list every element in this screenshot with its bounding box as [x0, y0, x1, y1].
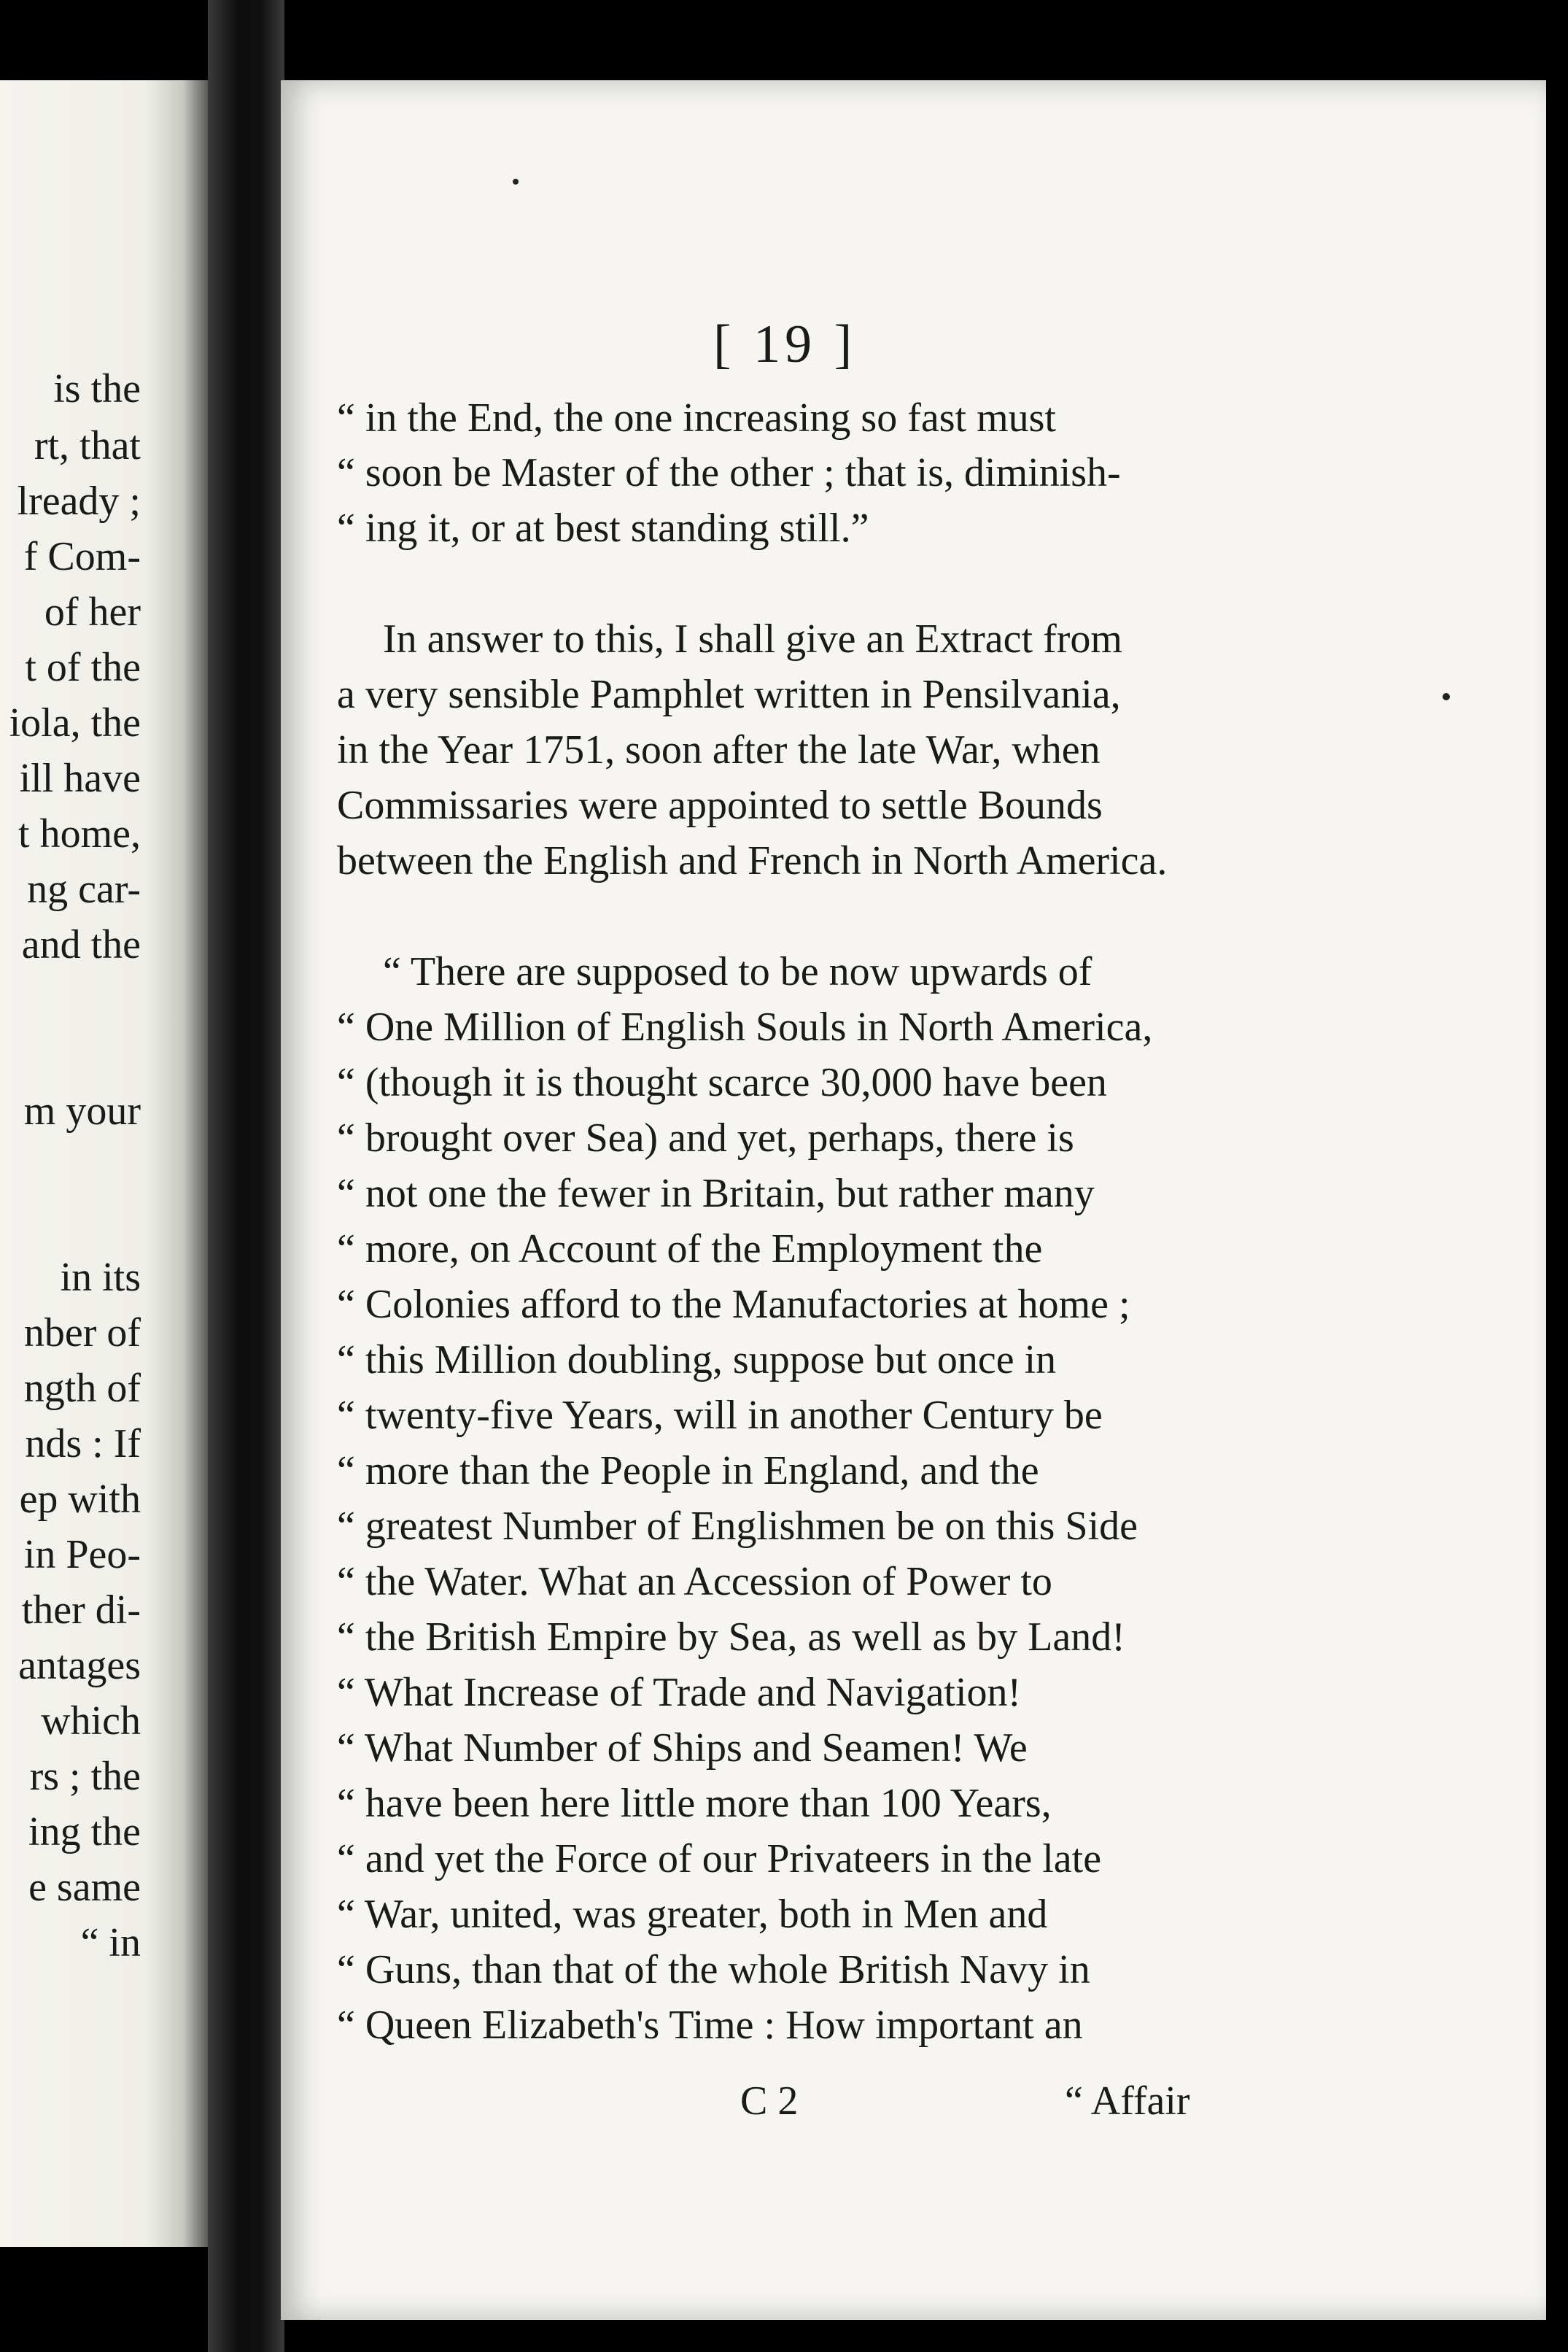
quotation-line: “ brought over Sea) and yet, perhaps, there is — [337, 1115, 1074, 1161]
quotation-line: “ more than the People in England, and the — [337, 1448, 1039, 1493]
left-fragment: m your — [23, 1088, 141, 1134]
paragraph-line: a very sensible Pamphlet written in Pensilvania, — [337, 672, 1121, 717]
text-line: “ in the End, the one increasing so fast must — [337, 395, 1056, 441]
left-fragment: nber of — [23, 1310, 141, 1355]
left-fragment: is the — [53, 366, 141, 411]
left-fragment: ep with — [19, 1477, 141, 1522]
paragraph-line: between the English and French in North America. — [337, 838, 1168, 883]
left-fragment: ther di- — [21, 1587, 141, 1633]
quotation-line: “ have been here little more than 100 Years, — [337, 1781, 1052, 1826]
paragraph-line: Commissaries were appointed to settle Bounds — [337, 783, 1103, 828]
quotation-line: “ the British Empire by Sea, as well as by Land! — [337, 1614, 1125, 1660]
quotation-line: “ (though it is thought scarce 30,000 have been — [337, 1060, 1107, 1105]
quotation-line: “ twenty-five Years, will in another Century be — [337, 1393, 1103, 1438]
quotation-line: “ What Number of Ships and Seamen! We — [337, 1725, 1028, 1771]
left-fragment: iola, the — [9, 700, 141, 746]
quotation-line: “ What Increase of Trade and Navigation! — [337, 1670, 1022, 1715]
quotation-line: “ Colonies afford to the Manufactories at home ; — [337, 1282, 1130, 1327]
quotation-line: “ and yet the Force of our Privateers in the late — [337, 1836, 1102, 1881]
left-fragment: rs ; the — [29, 1754, 141, 1799]
left-fragment: of her — [44, 589, 141, 635]
text-line: “ ing it, or at best standing still.” — [337, 506, 869, 551]
left-fragment: which — [41, 1698, 141, 1744]
left-fragment: f Com- — [23, 534, 141, 579]
print-speck — [1443, 693, 1450, 700]
left-fragment: antages — [18, 1643, 141, 1688]
left-fragment: e same — [28, 1865, 141, 1910]
quotation-line: “ greatest Number of Englishmen be on this Side — [337, 1504, 1138, 1549]
quotation-line: “ the Water. What an Accession of Power to — [337, 1559, 1052, 1604]
left-fragment: ngth of — [23, 1366, 141, 1411]
text-line: “ soon be Master of the other ; that is, diminish- — [337, 450, 1121, 495]
left-fragment: ing the — [28, 1809, 141, 1854]
signature-mark: C 2 — [740, 2078, 799, 2124]
quotation-line: “ One Million of English Souls in North America, — [337, 1005, 1153, 1050]
book-gutter — [208, 0, 284, 2352]
left-fragment: “ in — [80, 1920, 141, 1965]
catchword: “ Affair — [1065, 2078, 1190, 2124]
print-speck — [513, 179, 519, 185]
left-fragment: rt, that — [34, 423, 141, 468]
left-fragment: ng car- — [27, 867, 141, 912]
paragraph-line: In answer to this, I shall give an Extract from — [383, 616, 1122, 662]
left-fragment: in Peo- — [23, 1532, 141, 1577]
left-fragment: and the — [21, 922, 141, 967]
left-fragment: in its — [60, 1255, 141, 1300]
quotation-line: “ Guns, than that of the whole British Navy in — [337, 1947, 1090, 1992]
page-number: [ 19 ] — [713, 314, 857, 374]
quotation-line: “ Queen Elizabeth's Time : How important an — [337, 2003, 1083, 2048]
quotation-line: “ There are supposed to be now upwards of — [383, 949, 1092, 994]
quotation-line: “ this Million doubling, suppose but once in — [337, 1337, 1057, 1382]
left-fragment: nds : If — [25, 1421, 141, 1466]
left-fragment: lready ; — [17, 479, 141, 524]
left-fragment: ill have — [19, 756, 141, 801]
quotation-line: “ War, united, was greater, both in Men and — [337, 1892, 1048, 1937]
quotation-line: “ not one the fewer in Britain, but rather many — [337, 1171, 1095, 1216]
quotation-line: “ more, on Account of the Employment the — [337, 1226, 1043, 1272]
paragraph-line: in the Year 1751, soon after the late War, when — [337, 727, 1101, 773]
left-fragment: t of the — [25, 645, 141, 690]
left-fragment: t home, — [18, 811, 141, 856]
left-page — [0, 80, 208, 2247]
